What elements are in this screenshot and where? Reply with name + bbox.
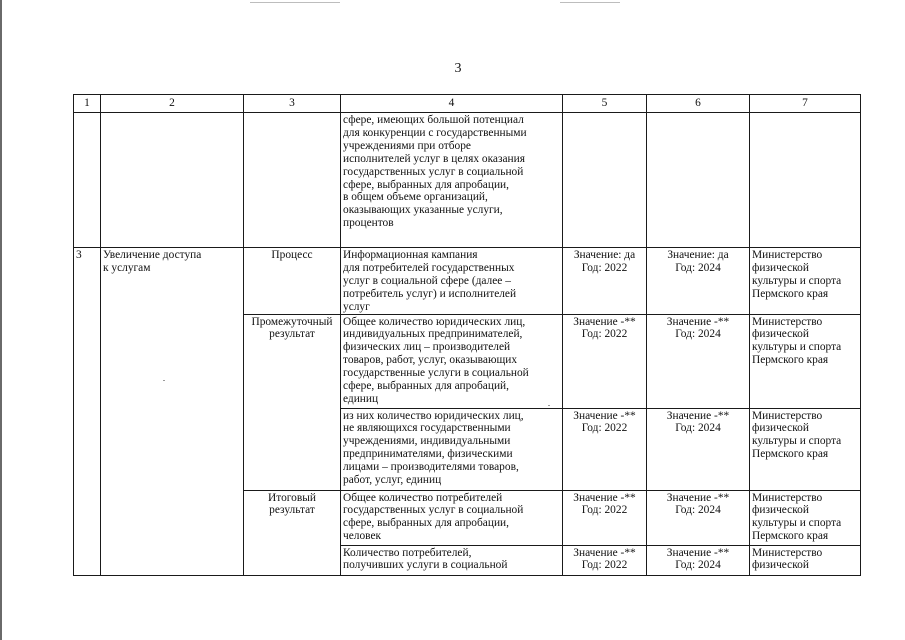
section-number: 3 xyxy=(74,248,101,576)
base-value: Значение -** Год: 2022 xyxy=(563,490,647,545)
empty-cell xyxy=(101,113,244,248)
header-cell: 6 xyxy=(647,95,750,113)
empty-cell xyxy=(647,113,750,248)
target-value: Значение -** Год: 2024 xyxy=(647,408,750,490)
scan-mark xyxy=(560,2,620,3)
target-value: Значение: да Год: 2024 xyxy=(647,248,750,315)
page-number: 3 xyxy=(454,61,462,76)
indicator-description: из них количество юридических лиц, не являющихся государственными учреждениями, индивидуальными предпринимателями, физическими лицами – производителями товаров, работ, услуг, единиц xyxy=(341,408,563,490)
empty-cell xyxy=(74,113,101,248)
table-row xyxy=(74,248,861,315)
indicator-description: Информационная кампания для потребителей государственных услуг в социальной сфере (далее – потребитель услуг) и исполнителей услуг xyxy=(341,248,563,315)
responsible-body: Министерство физической xyxy=(750,545,861,575)
results-table xyxy=(73,94,861,576)
continuation-row xyxy=(74,113,861,248)
indicator-description: Общее количество потребителей государственных услуг в социальной сфере, выбранных для апробации, человек xyxy=(341,490,563,545)
target-value: Значение -** Год: 2024 xyxy=(647,545,750,575)
indicator-description: сфере, имеющих большой потенциал для конкуренции с государственными учреждениями при отборе исполнителей услуг в целях оказания государственных услуг в социальной сфере, выбранных для апробации, в общем объеме организаций, оказывающих указанные услуги, процентов xyxy=(341,113,563,248)
scan-mark xyxy=(250,2,340,3)
empty-cell xyxy=(563,113,647,248)
header-cell: 5 xyxy=(563,95,647,113)
result-type: Итоговый результат xyxy=(244,490,341,545)
responsible-body: Министерство физической культуры и спорта Пермского края xyxy=(750,408,861,490)
base-value: Значение: да Год: 2022 xyxy=(563,248,647,315)
indicator-description: Общее количество юридических лиц, индивидуальных предпринимателей, физических лиц – производителей товаров, работ, услуг, оказывающих государственные услуги в социальной сфере, выбранных для апробаций, единиц xyxy=(341,314,563,408)
responsible-body: Министерство физической культуры и спорта Пермского края xyxy=(750,490,861,545)
section-task: Увеличение доступа к услугам xyxy=(101,248,244,576)
header-cell: 1 xyxy=(74,95,101,113)
empty-cell xyxy=(244,113,341,248)
indicator-description: Количество потребителей, получивших услуги в социальной xyxy=(341,545,563,575)
result-type: Процесс xyxy=(244,248,341,315)
base-value: Значение -** Год: 2022 xyxy=(563,314,647,408)
result-type: Промежуточный результат xyxy=(244,314,341,408)
base-value: Значение -** Год: 2022 xyxy=(563,408,647,490)
result-type-continued xyxy=(244,408,341,490)
target-value: Значение -** Год: 2024 xyxy=(647,490,750,545)
header-cell: 4 xyxy=(341,95,563,113)
header-cell: 3 xyxy=(244,95,341,113)
responsible-body: Министерство физической культуры и спорта Пермского края xyxy=(750,314,861,408)
scan-edge xyxy=(0,0,2,640)
base-value: Значение -** Год: 2022 xyxy=(563,545,647,575)
table-header-row xyxy=(74,95,861,113)
header-cell: 2 xyxy=(101,95,244,113)
header-cell: 7 xyxy=(750,95,861,113)
responsible-body: Министерство физической культуры и спорта Пермского края xyxy=(750,248,861,315)
target-value: Значение -** Год: 2024 xyxy=(647,314,750,408)
result-type-continued xyxy=(244,545,341,575)
empty-cell xyxy=(750,113,861,248)
